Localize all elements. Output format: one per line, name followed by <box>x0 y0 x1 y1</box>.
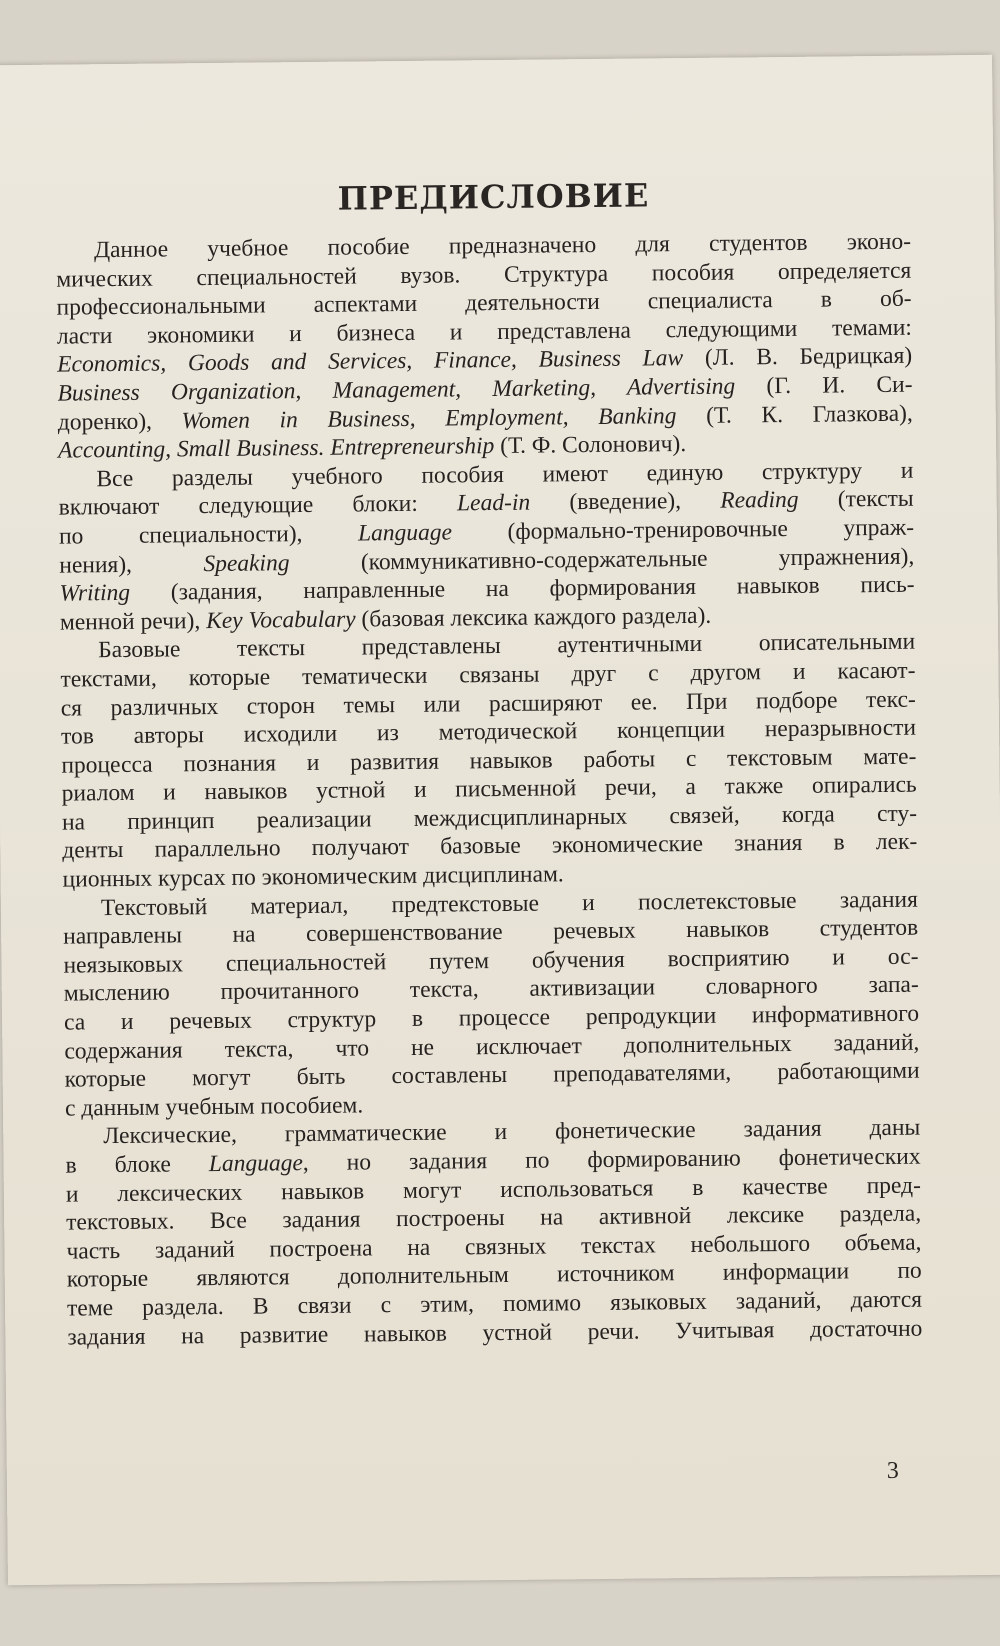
italic-term: Speaking <box>203 549 290 577</box>
paragraph <box>60 628 918 894</box>
text-segment: мыслению прочитанного текста, активизации словарного запа- <box>63 972 919 1008</box>
italic-term: Accounting, Small Business. Entrepreneurship <box>57 433 495 464</box>
text-segment: направлены на совершенствование речевых навыков студентов <box>63 914 919 950</box>
text-segment: (задания, направленные на формирования навыков пись- <box>129 571 915 606</box>
text-segment: задания на развитие навыков устной речи. Учитывая достаточно <box>67 1315 923 1351</box>
text-segment: содержания текста, что не исключает дополнительных заданий, <box>64 1029 920 1065</box>
text-segment: ласти экономики и бизнеса и представлена следующими темами: <box>56 314 913 350</box>
text-segment: Данное учебное пособие предназначено для студентов эконо- <box>93 228 912 264</box>
text-segment: ционных курсах по экономическим дисциплинам. <box>62 861 564 893</box>
text-segment: по специальности), <box>58 520 359 550</box>
text-segment: (формально-тренировочные упраж- <box>451 514 915 546</box>
paragraph <box>65 1114 922 1352</box>
text-segment: (Т. Ф. Солонович). <box>494 431 687 460</box>
italic-term: Business Organization, Management, Marketing, Advertising <box>57 373 736 407</box>
italic-term: Lead-in <box>456 490 531 517</box>
text-segment: Базовые тексты представлены аутентичными описательными <box>98 628 916 664</box>
text-segment: которые могут быть составлены преподавателями, работающими <box>64 1057 920 1093</box>
text-segment: риалом и навыков устной и письменной речи, а также опирались <box>61 771 917 807</box>
text-segment: Лексические, грамматические и фонетические задания даны <box>103 1115 921 1150</box>
text-segment: менной речи), <box>59 607 207 636</box>
italic-term: Reading <box>720 487 799 515</box>
text-segment: и лексических навыков могут использоваться в качестве пред- <box>65 1172 921 1208</box>
text-segment: (коммуникативно-содержательные упражнения), <box>289 543 915 576</box>
italic-term: Language <box>208 1150 303 1178</box>
text-segment: Все разделы учебного пособия имеют единую структуру и <box>96 457 914 492</box>
text-segment: теме раздела. В связи с этим, помимо языковых заданий, даются <box>66 1286 923 1322</box>
page-number: 3 <box>886 1457 899 1484</box>
text-segment: включают следующие блоки: <box>58 490 458 521</box>
text-segment: Текстовый материал, предтекстовые и послетекстовые задания <box>100 886 918 921</box>
italic-term: Language <box>357 519 453 547</box>
text-segment: в блоке <box>65 1151 209 1179</box>
italic-term: Economics, Goods and Services, Finance, Business Law <box>57 345 684 378</box>
paragraph <box>58 456 915 637</box>
page-title: ПРЕДИСЛОВИЕ <box>337 176 650 218</box>
text-segment: са и речевых структур в процессе репродукции информативного <box>63 1000 920 1036</box>
text-segment: нения), <box>59 550 204 579</box>
text-segment: ся различных сторон темы или расширяют ее. При подборе текс- <box>60 686 916 722</box>
text-segment: (тексты <box>798 485 914 514</box>
text-segment: которые являются дополнительным источником информации по <box>66 1257 922 1293</box>
italic-term: Women in Business, Employment, Banking <box>181 402 677 434</box>
paragraph <box>63 885 920 1123</box>
text-segment: , но задания по формированию фонетических <box>302 1143 921 1177</box>
book-page <box>0 55 1000 1585</box>
paragraph <box>56 228 913 466</box>
text-segment: профессиональными аспектами деятельности специалиста в об- <box>56 285 912 321</box>
text-segment: (Г. И. Си- <box>735 371 913 400</box>
text-segment: (базовая лексика каждого раздела). <box>355 602 712 633</box>
body-text <box>56 228 923 1352</box>
text-segment: (введение), <box>530 488 721 517</box>
text-segment: тов авторы исходили из методической концепции неразрывности <box>60 714 917 750</box>
text-segment: доренко), <box>57 407 182 436</box>
text-segment: с данным учебным пособием. <box>64 1092 364 1122</box>
text-segment: текстами, которые тематически связаны друг с другом и касают- <box>60 657 916 693</box>
italic-term: Writing <box>59 579 131 607</box>
text-segment: мических специальностей вузов. Структура пособия определяется <box>56 257 912 293</box>
text-segment: неязыковых специальностей путем обучения восприятию и ос- <box>63 943 919 979</box>
text-segment: часть заданий построена на связных текстах небольшого объема, <box>66 1229 922 1265</box>
text-segment: процесса познания и развития навыков работы с текстовым мате- <box>61 743 917 779</box>
text-segment: денты параллельно получают базовые экономические знания в лек- <box>62 829 918 865</box>
text-segment: (Т. К. Глазкова), <box>676 400 913 429</box>
text-segment: текстовых. Все задания построены на активной лексике раздела, <box>66 1200 922 1236</box>
italic-term: Key Vocabulary <box>205 606 356 634</box>
text-segment: на принцип реализации междисциплинарных связей, когда сту- <box>61 800 918 836</box>
text-segment: (Л. В. Бедрицкая) <box>682 343 913 372</box>
